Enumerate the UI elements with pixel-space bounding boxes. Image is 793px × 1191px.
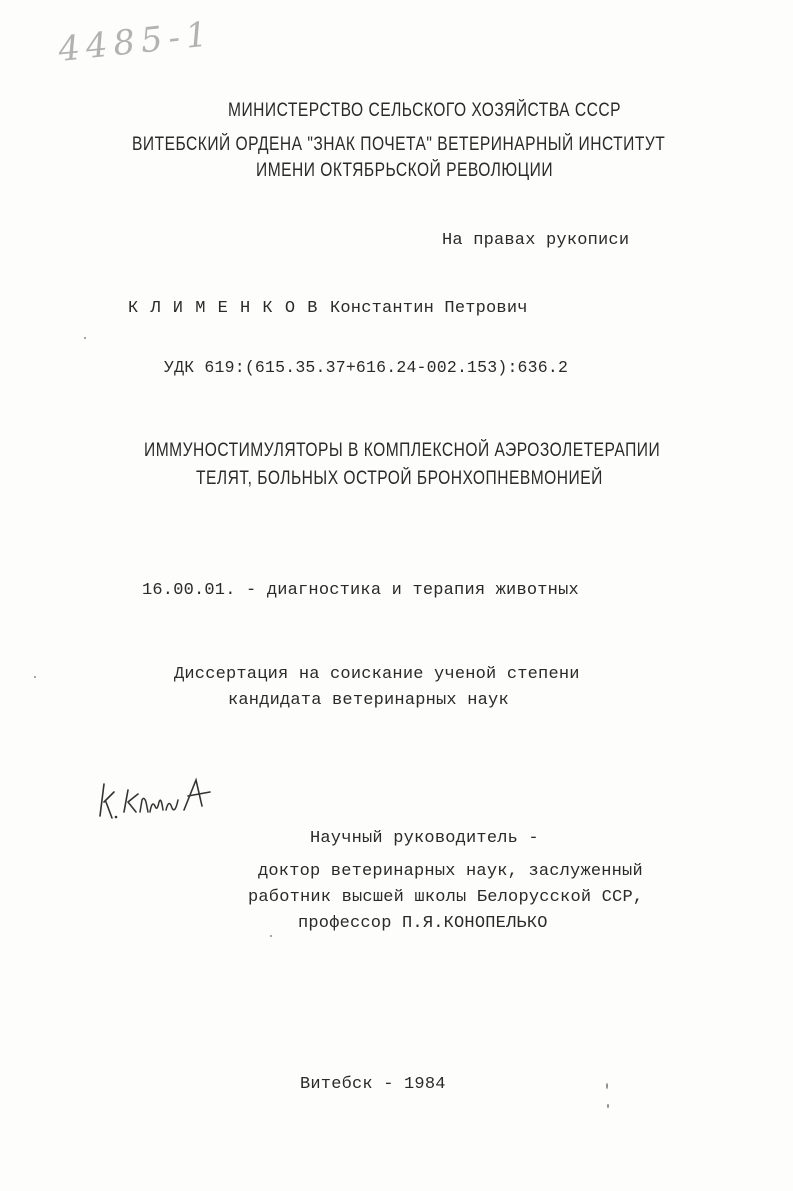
supervisor-degree: доктор ветеринарных наук, заслуженный: [258, 862, 643, 881]
institute-line: ВИТЕБСКИЙ ОРДЕНА "ЗНАК ПОЧЕТА" ВЕТЕРИНАРНЫЙ ИНСТИТУТ: [132, 134, 666, 155]
specialty-code: 16.00.01. - диагностика и терапия животных: [142, 581, 579, 600]
dissertation-line-2: кандидата ветеринарных наук: [228, 691, 509, 710]
archive-mark: 4485-1: [56, 13, 216, 71]
supervisor-honorific: работник высшей школы Белорусской ССР,: [248, 888, 644, 907]
scan-speck: [606, 1083, 608, 1089]
scan-speck: [607, 1104, 609, 1108]
scan-speck: [34, 676, 36, 678]
title-line-1: ИММУНОСТИМУЛЯТОРЫ В КОМПЛЕКСНОЙ АЭРОЗОЛЕТЕРАПИИ: [144, 440, 661, 461]
scan-speck: [270, 935, 272, 937]
institute-named-after-line: ИМЕНИ ОКТЯБРЬСКОЙ РЕВОЛЮЦИИ: [256, 160, 554, 181]
supervisor-heading: Научный руководитель -: [310, 829, 539, 848]
manuscript-rights: На правах рукописи: [442, 231, 630, 250]
dissertation-line-1: Диссертация на соискание ученой степени: [174, 665, 580, 684]
title-line-2: ТЕЛЯТ, БОЛЬНЫХ ОСТРОЙ БРОНХОПНЕВМОНИЕЙ: [196, 468, 603, 489]
city-year: Витебск - 1984: [300, 1075, 446, 1094]
author-given-names: Константин Петрович: [330, 299, 528, 318]
author-surname: К Л И М Е Н К О В: [128, 299, 319, 318]
udc-code: УДК 619:(615.35.37+616.24-002.153):636.2: [164, 358, 569, 377]
ministry-line: МИНИСТЕРСТВО СЕЛЬСКОГО ХОЗЯЙСТВА СССР: [228, 100, 621, 121]
supervisor-name: профессор П.Я.КОНОПЕЛЬКО: [298, 914, 548, 933]
scan-speck: [84, 337, 86, 339]
author-signature: [92, 772, 222, 832]
